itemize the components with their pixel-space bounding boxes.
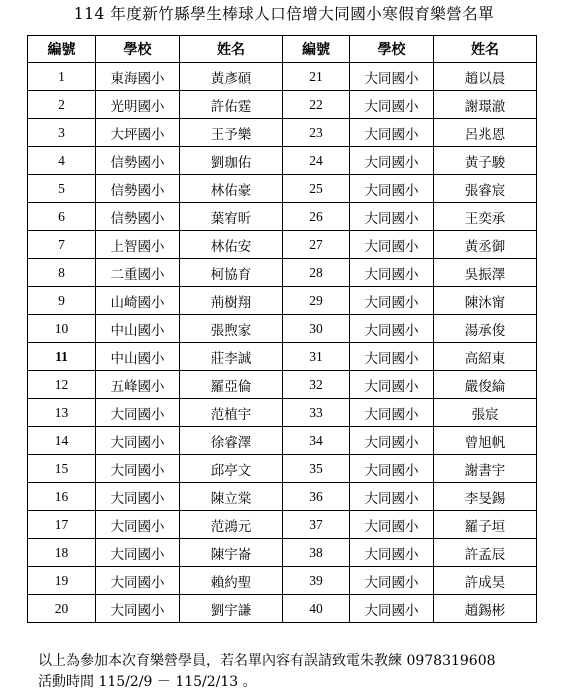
participant-number: 39 — [283, 567, 350, 595]
header-name: 姓名 — [434, 36, 537, 63]
participant-school: 五峰國小 — [96, 371, 180, 399]
participant-name: 陳沐甯 — [434, 287, 537, 315]
participant-name: 趙以晨 — [434, 63, 537, 91]
participant-school: 大同國小 — [96, 399, 180, 427]
participant-school: 二重國小 — [96, 259, 180, 287]
participant-name: 柯協育 — [180, 259, 283, 287]
participant-school: 大同國小 — [350, 231, 434, 259]
participant-name: 高紹東 — [434, 343, 537, 371]
participant-name: 黃丞御 — [434, 231, 537, 259]
participant-name: 劉宇謙 — [180, 595, 283, 623]
participant-name: 范鴻元 — [180, 511, 283, 539]
header-school: 學校 — [350, 36, 434, 63]
participant-number: 29 — [283, 287, 350, 315]
participant-number: 27 — [283, 231, 350, 259]
participant-name: 張宸 — [434, 399, 537, 427]
activity-dates: 活動時間 115/2/9 － 115/2/13 。 — [38, 674, 257, 690]
participant-name: 賴約聖 — [180, 567, 283, 595]
participant-name: 許孟辰 — [434, 539, 537, 567]
participant-number: 28 — [283, 259, 350, 287]
participant-school: 大同國小 — [350, 371, 434, 399]
header-school: 學校 — [96, 36, 180, 63]
table-row — [28, 119, 537, 147]
participant-school: 大同國小 — [350, 427, 434, 455]
participant-school: 大同國小 — [96, 511, 180, 539]
participant-name: 嚴俊綸 — [434, 371, 537, 399]
participant-name: 呂兆恩 — [434, 119, 537, 147]
participant-school: 信勢國小 — [96, 203, 180, 231]
participant-number: 10 — [28, 315, 96, 343]
participant-name: 許成昊 — [434, 567, 537, 595]
participant-number: 36 — [283, 483, 350, 511]
participant-name: 劉珈佑 — [180, 147, 283, 175]
participant-name: 湯承俊 — [434, 315, 537, 343]
participant-school: 大同國小 — [96, 455, 180, 483]
table-row — [28, 343, 537, 371]
participant-school: 中山國小 — [96, 315, 180, 343]
participant-number: 14 — [28, 427, 96, 455]
participant-number: 34 — [283, 427, 350, 455]
roster-body — [28, 63, 537, 623]
participant-number: 25 — [283, 175, 350, 203]
participant-school: 大坪國小 — [96, 119, 180, 147]
participant-number: 8 — [28, 259, 96, 287]
participant-number: 19 — [28, 567, 96, 595]
participant-name: 羅子垣 — [434, 511, 537, 539]
table-row — [28, 175, 537, 203]
participant-school: 大同國小 — [350, 147, 434, 175]
participant-name: 李旻錫 — [434, 483, 537, 511]
participant-school: 大同國小 — [350, 595, 434, 623]
participant-school: 大同國小 — [96, 539, 180, 567]
participant-school: 大同國小 — [96, 567, 180, 595]
participant-name: 趙錫彬 — [434, 595, 537, 623]
table-row — [28, 203, 537, 231]
participant-school: 大同國小 — [350, 455, 434, 483]
participant-school: 光明國小 — [96, 91, 180, 119]
participant-school: 大同國小 — [350, 175, 434, 203]
participant-number: 32 — [283, 371, 350, 399]
participant-name: 葉宥昕 — [180, 203, 283, 231]
participant-school: 大同國小 — [350, 567, 434, 595]
participant-name: 許佑霆 — [180, 91, 283, 119]
participant-number: 11 — [28, 343, 96, 371]
participant-number: 6 — [28, 203, 96, 231]
participant-school: 信勢國小 — [96, 147, 180, 175]
participant-number: 40 — [283, 595, 350, 623]
table-row — [28, 63, 537, 91]
participant-number: 3 — [28, 119, 96, 147]
header-name: 姓名 — [180, 36, 283, 63]
participant-number: 18 — [28, 539, 96, 567]
participant-name: 范植宇 — [180, 399, 283, 427]
participant-name: 曾旭帆 — [434, 427, 537, 455]
participant-number: 24 — [283, 147, 350, 175]
participant-school: 大同國小 — [350, 539, 434, 567]
participant-number: 9 — [28, 287, 96, 315]
participant-school: 大同國小 — [96, 483, 180, 511]
footer-note: 以上為參加本次育樂營學員，若名單內容有誤請致電朱教練 0978319608 — [38, 653, 496, 669]
table-row — [28, 371, 537, 399]
participant-name: 林佑安 — [180, 231, 283, 259]
participant-school: 大同國小 — [350, 287, 434, 315]
participant-number: 26 — [283, 203, 350, 231]
header-number: 編號 — [283, 36, 350, 63]
table-row — [28, 455, 537, 483]
participant-number: 15 — [28, 455, 96, 483]
participant-number: 37 — [283, 511, 350, 539]
participant-number: 35 — [283, 455, 350, 483]
participant-school: 大同國小 — [350, 119, 434, 147]
participant-name: 莊李誠 — [180, 343, 283, 371]
participant-school: 大同國小 — [350, 343, 434, 371]
participant-school: 大同國小 — [350, 63, 434, 91]
participant-name: 謝璟澈 — [434, 91, 537, 119]
table-row — [28, 231, 537, 259]
table-row — [28, 91, 537, 119]
participant-number: 5 — [28, 175, 96, 203]
page-title: 114 年度新竹縣學生棒球人口倍增大同國小寒假育樂營名單 — [73, 5, 495, 23]
participant-number: 4 — [28, 147, 96, 175]
participant-school: 大同國小 — [350, 399, 434, 427]
participant-name: 黃彥碩 — [180, 63, 283, 91]
participant-school: 大同國小 — [350, 259, 434, 287]
table-row — [28, 483, 537, 511]
header-number: 編號 — [28, 36, 96, 63]
table-row — [28, 595, 537, 623]
participant-school: 大同國小 — [350, 315, 434, 343]
participant-name: 徐睿澤 — [180, 427, 283, 455]
participant-school: 大同國小 — [350, 203, 434, 231]
table-row — [28, 259, 537, 287]
participant-name: 荊樹翔 — [180, 287, 283, 315]
participant-school: 大同國小 — [350, 511, 434, 539]
participant-number: 31 — [283, 343, 350, 371]
table-row — [28, 511, 537, 539]
table-row — [28, 567, 537, 595]
roster-table — [27, 35, 537, 623]
participant-number: 22 — [283, 91, 350, 119]
table-row — [28, 287, 537, 315]
participant-number: 7 — [28, 231, 96, 259]
participant-name: 王予樂 — [180, 119, 283, 147]
table-row — [28, 539, 537, 567]
participant-name: 林佑豪 — [180, 175, 283, 203]
participant-school: 大同國小 — [350, 91, 434, 119]
participant-number: 16 — [28, 483, 96, 511]
participant-school: 大同國小 — [350, 483, 434, 511]
participant-school: 上智國小 — [96, 231, 180, 259]
participant-name: 邱亭文 — [180, 455, 283, 483]
participant-name: 張睿宸 — [434, 175, 537, 203]
table-row — [28, 315, 537, 343]
participant-number: 23 — [283, 119, 350, 147]
participant-number: 21 — [283, 63, 350, 91]
participant-number: 12 — [28, 371, 96, 399]
participant-number: 20 — [28, 595, 96, 623]
participant-school: 中山國小 — [96, 343, 180, 371]
participant-name: 張煦家 — [180, 315, 283, 343]
table-row — [28, 147, 537, 175]
participant-school: 信勢國小 — [96, 175, 180, 203]
participant-number: 30 — [283, 315, 350, 343]
participant-name: 陳宇崙 — [180, 539, 283, 567]
participant-number: 38 — [283, 539, 350, 567]
table-row — [28, 427, 537, 455]
participant-number: 33 — [283, 399, 350, 427]
participant-name: 謝書宇 — [434, 455, 537, 483]
participant-number: 2 — [28, 91, 96, 119]
participant-number: 13 — [28, 399, 96, 427]
participant-name: 黃子駿 — [434, 147, 537, 175]
participant-school: 大同國小 — [96, 595, 180, 623]
participant-name: 吳振澤 — [434, 259, 537, 287]
participant-name: 王奕承 — [434, 203, 537, 231]
participant-school: 大同國小 — [96, 427, 180, 455]
participant-name: 羅亞倫 — [180, 371, 283, 399]
participant-name: 陳立棠 — [180, 483, 283, 511]
table-row — [28, 399, 537, 427]
participant-school: 山崎國小 — [96, 287, 180, 315]
table-header-row — [28, 36, 537, 63]
participant-number: 17 — [28, 511, 96, 539]
participant-number: 1 — [28, 63, 96, 91]
participant-school: 東海國小 — [96, 63, 180, 91]
